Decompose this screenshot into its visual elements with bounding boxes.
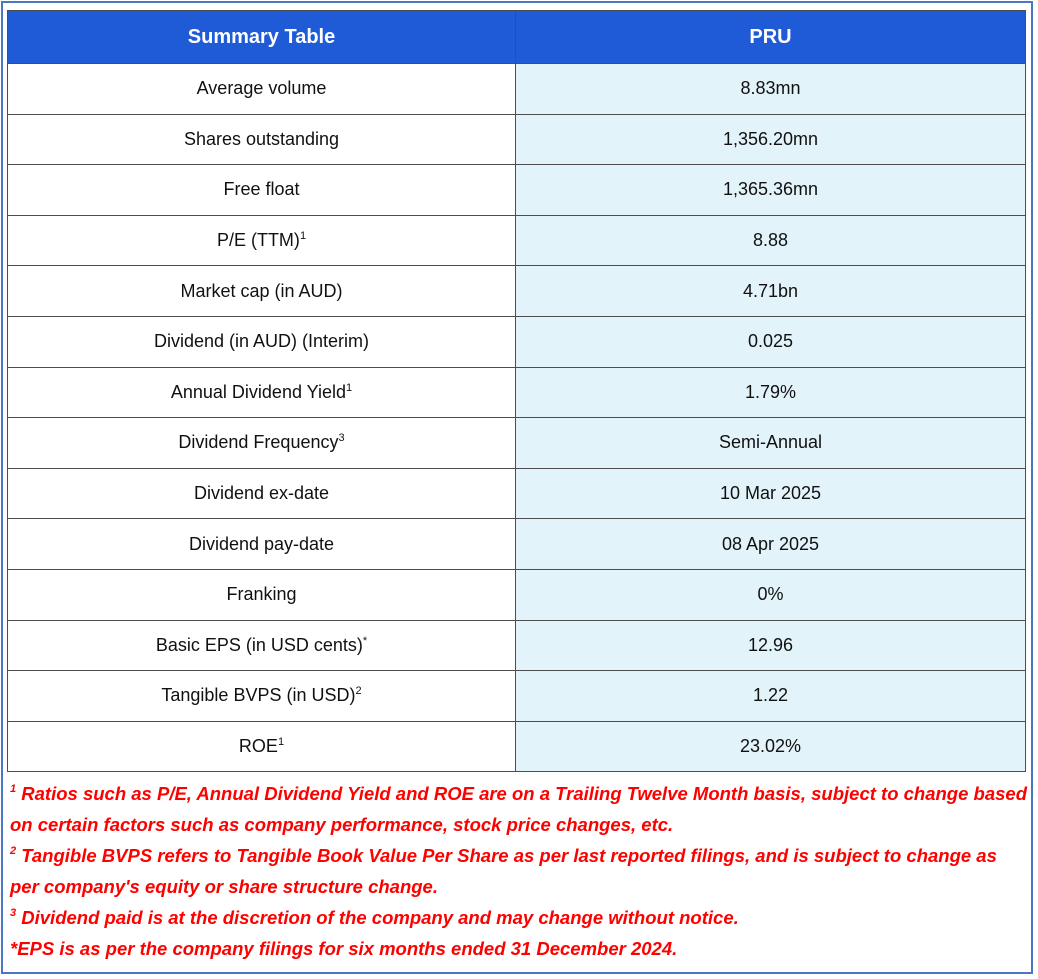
table-row (8, 569, 1026, 620)
row-label-text: Tangible BVPS (in USD) (161, 685, 356, 706)
row-value: 08 Apr 2025 (516, 519, 1026, 570)
footnote-item (10, 840, 1030, 902)
footnote-text: Ratios such as P/E, Annual Dividend Yield and ROE are on a Trailing Twelve Month basis, subject to change based on certain factors such as company performance, stock price changes, etc. (10, 783, 1028, 835)
footnote-number: 3 (10, 907, 17, 919)
footnote-marker: 3 (338, 432, 345, 445)
row-value: 1,365.36mn (516, 165, 1026, 216)
header-ticker: PRU (516, 11, 1026, 64)
row-label (8, 316, 516, 367)
row-value: 8.88 (516, 215, 1026, 266)
footnote-item (10, 778, 1030, 840)
row-label-text: Shares outstanding (183, 128, 340, 149)
row-value: 10 Mar 2025 (516, 468, 1026, 519)
footnote-item (10, 933, 1030, 964)
table-row (8, 64, 1026, 115)
footnote-text: Tangible BVPS refers to Tangible Book Value Per Share as per last reported filings, and is subject to change as per company's equity or share structure change. (10, 845, 997, 897)
footnote-marker: 1 (277, 736, 285, 749)
row-value: 23.02% (516, 721, 1026, 772)
table-row (8, 316, 1026, 367)
row-label-text: Basic EPS (in USD cents) (155, 634, 363, 655)
row-label-text: Free float (223, 179, 300, 200)
table-row (8, 721, 1026, 772)
row-label (8, 114, 516, 165)
row-label-text: Average volume (196, 78, 327, 99)
row-label (8, 215, 516, 266)
table-row (8, 266, 1026, 317)
table-row (8, 114, 1026, 165)
row-label-text: Dividend pay-date (188, 533, 335, 554)
row-label (8, 266, 516, 317)
row-label-text: Franking (226, 584, 297, 605)
row-label (8, 165, 516, 216)
table-row (8, 468, 1026, 519)
footnote-text: *EPS is as per the company filings for six months ended 31 December 2024. (10, 938, 678, 959)
table-row (8, 418, 1026, 469)
footnote-number: 2 (10, 845, 17, 857)
row-label-text: P/E (TTM) (216, 230, 300, 251)
table-header-row (8, 11, 1026, 64)
row-label-text: Dividend (in AUD) (Interim) (153, 331, 370, 352)
footnote-marker: * (362, 634, 368, 647)
row-value: 12.96 (516, 620, 1026, 671)
row-value: 8.83mn (516, 64, 1026, 115)
table-row (8, 367, 1026, 418)
footnote-item (10, 902, 1030, 933)
table-row (8, 519, 1026, 570)
footnote-marker: 1 (346, 381, 353, 394)
header-summary-table: Summary Table (8, 11, 516, 64)
footnotes (10, 778, 1030, 964)
row-label (8, 519, 516, 570)
row-value: 0.025 (516, 316, 1026, 367)
row-label (8, 468, 516, 519)
row-label-text: ROE (238, 736, 278, 757)
row-label-text: Dividend Frequency (178, 432, 339, 453)
table-row (8, 620, 1026, 671)
row-label (8, 367, 516, 418)
row-label (8, 671, 516, 722)
row-value: 0% (516, 569, 1026, 620)
row-value: 4.71bn (516, 266, 1026, 317)
table-row (8, 215, 1026, 266)
row-label (8, 64, 516, 115)
row-value: 1.22 (516, 671, 1026, 722)
row-label-text: Dividend ex-date (193, 483, 330, 504)
row-value: 1.79% (516, 367, 1026, 418)
row-label-text: Market cap (in AUD) (180, 280, 343, 301)
row-label-text: Annual Dividend Yield (170, 381, 346, 402)
footnote-marker: 2 (355, 685, 362, 698)
row-label (8, 721, 516, 772)
row-label (8, 418, 516, 469)
table-row (8, 165, 1026, 216)
row-value: Semi-Annual (516, 418, 1026, 469)
row-label (8, 620, 516, 671)
footnote-number: 1 (10, 783, 17, 795)
row-value: 1,356.20mn (516, 114, 1026, 165)
summary-table (7, 10, 1026, 772)
footnote-text: Dividend paid is at the discretion of the company and may change without notice. (16, 907, 739, 928)
row-label (8, 569, 516, 620)
table-row (8, 671, 1026, 722)
footnote-marker: 1 (299, 230, 307, 243)
